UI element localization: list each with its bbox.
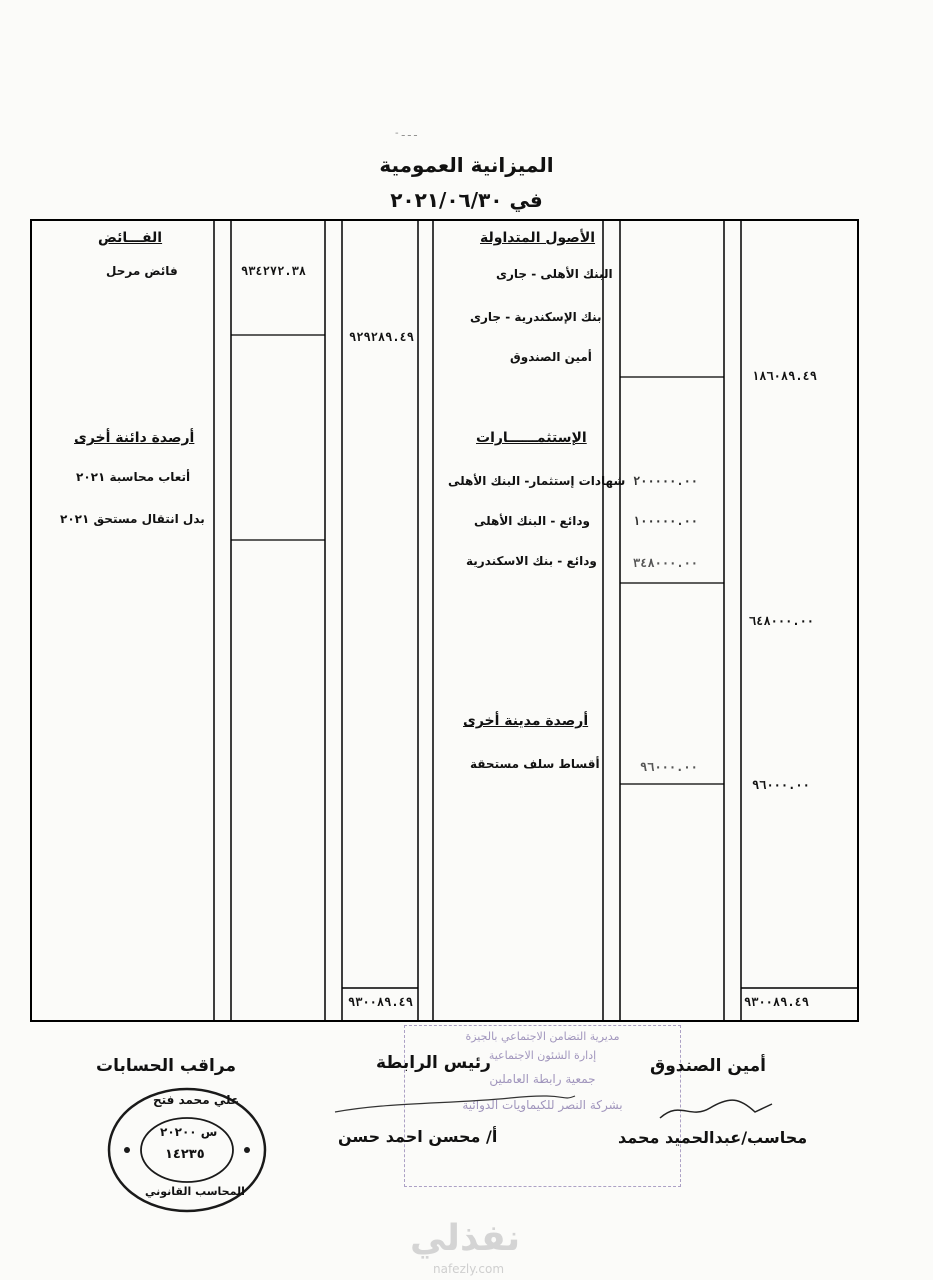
auditor-title: مراقب الحسابات	[96, 1056, 236, 1076]
table-border	[31, 220, 858, 1021]
treasurer-signature	[650, 1090, 780, 1130]
cashier-label: أمين الصندوق	[510, 350, 592, 364]
advances-value: ٩٦٠٠٠.٠٠	[640, 760, 698, 774]
certificates-label: شهادات إستثمار- البنك الأهلى	[448, 474, 626, 488]
other-debit-total: ٩٦٠٠٠.٠٠	[752, 778, 810, 792]
auditor-stamp-name: علي محمد فتح	[153, 1093, 240, 1107]
carried-surplus-value: ٩٣٤٢٧٢.٣٨	[241, 264, 307, 278]
page-date: في ٢٠٢١/٠٦/٣٠	[390, 188, 543, 212]
auditor-stamp	[105, 1085, 270, 1215]
alex-current-label: بنك الإسكندرية - جارى	[470, 310, 602, 324]
transport-allowance-label: بدل انتقال مستحق ٢٠٢١	[60, 512, 205, 526]
deposits-ahly-label: ودائع - البنك الأهلى	[474, 514, 590, 528]
current-assets-total: ١٨٦٠٨٩.٤٩	[752, 369, 818, 383]
investments-header: الإستثمــــــارات	[476, 430, 587, 446]
ahly-current-label: البنك الأهلى - جارى	[496, 267, 613, 281]
chairman-title: رئيس الرابطة	[376, 1053, 491, 1073]
advances-label: أقساط سلف مستحقة	[470, 757, 600, 771]
treasurer-title: أمين الصندوق	[650, 1056, 766, 1076]
auditor-stamp-reg: س ٢٠٢٠٠	[160, 1125, 218, 1139]
other-debit-header: أرصدة مدينة أخرى	[463, 713, 589, 729]
chairman-name: أ/ محسن احمد حسن	[338, 1127, 498, 1146]
accountant-name: محاسب/عبدالحميد محمد	[618, 1128, 808, 1147]
surplus-header: الفـــائض	[98, 230, 163, 246]
directorate-stamp-line: بشركة النصر للكيماويات الدوائية	[462, 1098, 623, 1112]
deposits-ahly-value: ١٠٠٠٠٠.٠٠	[633, 514, 699, 528]
certificates-value: ٢٠٠٠٠٠.٠٠	[633, 474, 699, 488]
auditor-stamp-number: ١٤٢٣٥	[165, 1147, 205, 1162]
carried-surplus-label: فائض مرحل	[106, 264, 178, 278]
accounting-fees-label: أتعاب محاسبة ٢٠٢١	[76, 470, 191, 484]
watermark-url: nafezly.com	[433, 1262, 505, 1276]
auditor-stamp-title: المحاسب القانوني	[145, 1185, 245, 1198]
directorate-stamp-line: إدارة الشئون الاجتماعية	[488, 1049, 597, 1062]
deposits-alex-label: ودائع - بنك الاسكندرية	[466, 554, 597, 568]
deposits-alex-value: ٣٤٨٠٠٠.٠٠	[633, 556, 699, 570]
header-smudge: - ـ ـ ـ	[395, 128, 417, 139]
page-title: الميزانية العمومية	[379, 153, 554, 177]
chairman-signature	[330, 1092, 580, 1122]
liabilities-grand-total: ٩٣٠٠٨٩.٤٩	[348, 995, 414, 1009]
other-credit-header: أرصدة دائنة أخرى	[74, 430, 195, 446]
liabilities-section-total: ٩٢٩٢٨٩.٤٩	[349, 330, 415, 344]
current-assets-header: الأصول المتداولة	[480, 230, 596, 246]
directorate-stamp-line: مديرية التضامن الاجتماعي بالجيزة	[465, 1030, 620, 1043]
watermark-brand: نفذلي	[410, 1218, 521, 1259]
assets-grand-total: ٩٣٠٠٨٩.٤٩	[744, 995, 810, 1009]
investments-total: ٦٤٨٠٠٠.٠٠	[749, 614, 815, 628]
directorate-stamp-line: جمعية رابطة العاملين	[489, 1072, 596, 1086]
